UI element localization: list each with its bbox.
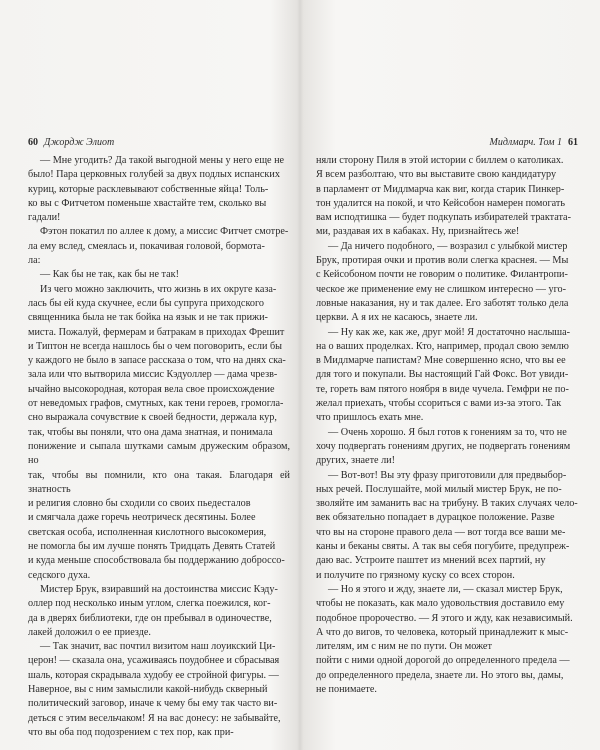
left-page-header: Джордж Элиот xyxy=(44,137,115,148)
text-line: век обязательно попадает в дурацкое положение. Разве xyxy=(316,512,555,524)
text-line: других, знаете ли! xyxy=(316,455,396,467)
text-line: ычайно высокородная, которая вела свое происхождение xyxy=(28,383,275,395)
text-line: даю вас. Устроите паштет из мнений всех партий, ну xyxy=(316,555,546,567)
text-line: — Мне угодить? Да такой выгодной мены у него еще не xyxy=(40,155,285,166)
text-line: и куда меньше способствовала бы поддержанию доброссо- xyxy=(28,555,285,567)
text-line: — Вот-вот! Вы эту фразу приготовили для предвыбор- xyxy=(328,469,567,481)
text-line: священника была не так бойка на язык и не так прижи- xyxy=(28,312,268,324)
text-line: от неведомых графов, смутных, как тени героев, громогла- xyxy=(28,398,284,410)
text-line: Я всем разболтаю, что вы выставите свою кандидатуру xyxy=(316,169,557,181)
left-running-head xyxy=(28,136,290,150)
text-line: не понимаете. xyxy=(316,683,377,695)
text-line: лась бы ей куда скучнее, если бы супруга приходского xyxy=(28,297,264,309)
text-line: сно выражала сочувствие к своей бедности, держала кур, xyxy=(28,412,277,424)
text-line: лителям, им с ним не по пути. Он может xyxy=(316,641,492,653)
text-line: — Но я этого и жду, знаете ли, — сказал мистер Брук, xyxy=(328,583,563,595)
right-page-text xyxy=(316,154,578,697)
text-line: церон! — сказала она, усаживаясь поудобнее и сбрасывая xyxy=(28,655,280,667)
text-line: для того и покупали. Вы настоящий Гай Фокс. Вот увиди- xyxy=(316,369,569,381)
text-line: вам исподтишка — будет подкупать избирателей трактата- xyxy=(316,212,571,224)
left-page-number: 60 xyxy=(28,137,38,148)
text-line: хочу подвергать гонениям других, не подвергать гонениям xyxy=(316,440,571,452)
text-line: понижение и сыпала шутками самым дружеским образом, но xyxy=(28,440,290,467)
text-line: ми, раздавая их в кабаках. Ну, признайтесь же! xyxy=(316,226,520,238)
text-line: и Типтон не всегда нашлось бы о чем поговорить, если бы xyxy=(28,340,283,352)
text-line: — Да ничего подобного, — возразил с улыбкой мистер xyxy=(328,240,568,252)
text-line: не помогла бы им лучше понять Тридцать Девять Статей xyxy=(28,541,276,553)
text-line: гадали! xyxy=(28,212,61,224)
text-line: подобное пророчество. — Я этого и жду, как независимый. xyxy=(316,612,573,624)
text-line: церкви. А я их не касаюсь, знаете ли. xyxy=(316,312,478,324)
text-line: зала или что вытворила миссис Кэдуоллер — дама чрезв- xyxy=(28,369,278,381)
text-line: у каждого не было в запасе рассказа о том, что на днях ска- xyxy=(28,355,286,367)
text-line: пойти с ними одной дорогой до определенного предела — xyxy=(316,655,570,667)
text-line: ческое же применение ему не слишком интересно — уго- xyxy=(316,283,566,295)
text-line: так, чтобы вы поняли, что она дама знатная, и понимала xyxy=(28,426,273,438)
text-line: Наверное, вы с ним замыслили какой-нибудь скверный xyxy=(28,683,268,695)
text-line: на о ваших проделках. Кто, например, продал свою землю xyxy=(316,340,569,352)
text-line: ла: xyxy=(28,255,41,267)
text-line: чтобы не показать, как мало удовольствия доставило ему xyxy=(316,598,565,610)
text-line: А что до вигов, то человека, который принадлежит к мыс- xyxy=(316,626,569,638)
text-line: те, гореть вам пятого ноября в виде чучела. Гемфри не по- xyxy=(316,383,569,395)
text-line: куриц, которые расклевывают собственные яйца! Толь- xyxy=(28,183,269,195)
text-line: шаль, которая скрадывала худобу ее стройной фигуры. — xyxy=(28,669,279,681)
text-line: ных речей. Послушайте, мой милый мистер Брук, не по- xyxy=(316,483,562,495)
text-line: ла ему вслед, смеялась и, покачивая головой, бормота- xyxy=(28,240,265,252)
text-line: и получите по грязному куску со всех сторон. xyxy=(316,569,515,581)
left-page-text xyxy=(28,154,290,740)
text-line: няли сторону Пиля в этой истории с биллем о католиках. xyxy=(316,155,564,166)
text-line: было! Пара церковных голубей за двух подлых испанских xyxy=(28,169,280,181)
text-line: в Мидлмарче папистам? Мне совершенно ясно, что вы ее xyxy=(316,355,566,367)
text-line: в парламент от Мидлмарча как виг, когда старик Пинкер- xyxy=(316,183,565,195)
text-line: миста. Пожалуй, фермерам и батракам в приходах Фрешит xyxy=(28,326,285,338)
text-line: лакей доложил о ее приезде. xyxy=(28,626,151,638)
text-line: с Кейсобоном почти не говорим о политике. Филантропи- xyxy=(316,269,568,281)
text-line: что вы на стороне правого дела — вот тогда все ваши ме- xyxy=(316,526,566,538)
text-line: да в дверях библиотеки, где он пребывал в одиночестве, xyxy=(28,612,272,624)
text-line: — Так значит, вас почтил визитом наш лоуикский Ци- xyxy=(40,641,276,653)
text-line: Из чего можно заключить, что жизнь в их округе каза- xyxy=(40,283,277,295)
text-line: — Очень хорошо. Я был готов к гонениям за то, что не xyxy=(328,426,567,438)
text-line: ко вы с Фитчетом поменьше хвастайте тем, сколько вы xyxy=(28,197,267,209)
text-line: зволяйте им заманить вас на трибуну. В таких случаях чело- xyxy=(316,498,578,510)
right-page-number: 61 xyxy=(568,137,578,148)
text-line: и смягчала даже горечь неотрическ десятины. Более xyxy=(28,512,256,524)
text-line: политический заговор, иначе к чему бы ему так часто ви- xyxy=(28,698,278,710)
text-line: что вы оба под подозрением с тех пор, как при- xyxy=(28,726,234,738)
right-running-head xyxy=(316,136,578,150)
text-line: и религия словно бы сходили со своих пьедесталов xyxy=(28,498,251,510)
text-line: ловные наказания, ну и так далее. Его заботят только дела xyxy=(316,297,569,309)
text-line: светская особа, исполненная кислотного высокомерия, xyxy=(28,526,267,538)
text-line: до определенного предела, знаете ли. Но этого вы, дамы, xyxy=(316,669,564,681)
text-line: оллер под несколько иным углом, слегка поежился, ког- xyxy=(28,598,271,610)
text-line: так, чтобы вы помнили, кто она такая. Благодаря ей знатность xyxy=(28,469,290,495)
text-line: седского духа. xyxy=(28,569,91,581)
text-line: — Ну как же, как же, друг мой! Я достаточно наслыша- xyxy=(328,326,571,338)
text-line: Мистер Брук, взиравший на достоинства миссис Кэду- xyxy=(40,583,278,595)
text-line: Брук, протирая очки и против воли слегка краснея. — Мы xyxy=(316,255,569,267)
text-line: каны и беканы святы. А так вы себя погубите, предупреж- xyxy=(316,541,570,553)
text-line: Фэтон покатил по аллее к дому, а миссис Фитчет смотре- xyxy=(40,226,289,238)
right-page xyxy=(316,136,578,697)
text-line: тон удалится на покой, и что Кейсобон намерен помогать xyxy=(316,197,565,209)
text-line: что пришлось ехать мне. xyxy=(316,412,424,424)
text-line: деться с этим весельчаком! Я на вас донесу: не забывайте, xyxy=(28,712,281,724)
left-page xyxy=(28,136,290,740)
text-line: — Как бы не так, как бы не так! xyxy=(40,269,179,281)
right-page-header: Мидлмарч. Том 1 xyxy=(489,137,562,148)
text-line: желал приехать, чтобы ссориться с вами из-за этого. Так xyxy=(316,398,562,410)
